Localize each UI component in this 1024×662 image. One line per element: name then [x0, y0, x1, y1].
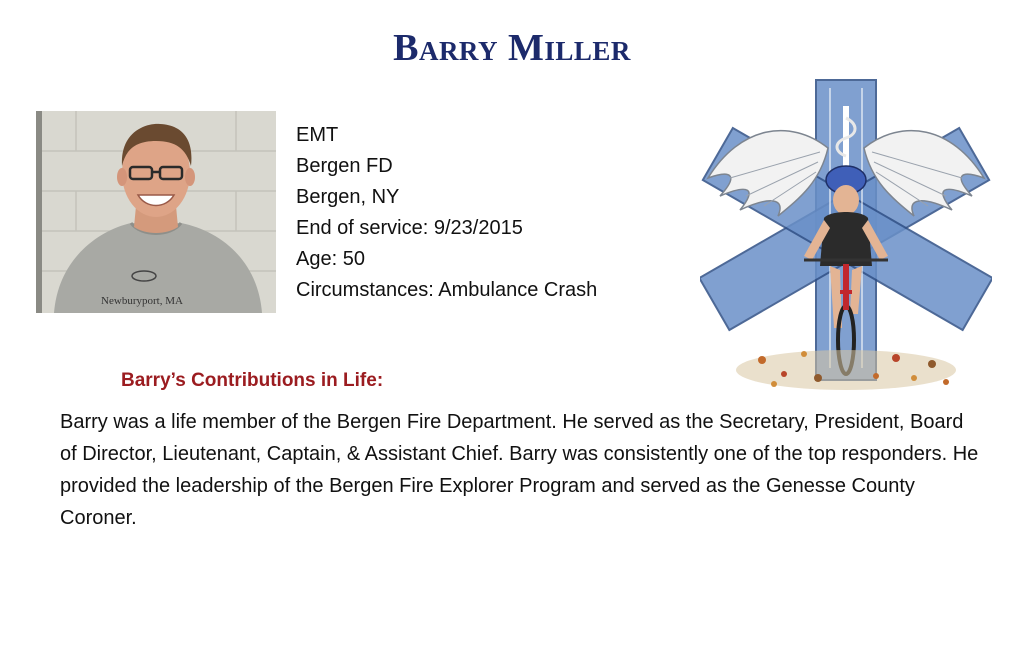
detail-role: EMT	[296, 124, 339, 146]
detail-end-of-service: End of service: 9/23/2015	[296, 217, 523, 239]
contributions-heading: Barry’s Contributions in Life:	[121, 370, 384, 391]
detail-department: Bergen FD	[296, 155, 393, 177]
detail-circumstances: Circumstances: Ambulance Crash	[296, 279, 598, 301]
page-title: Barry Miller	[393, 27, 631, 69]
detail-age: Age: 50	[296, 248, 365, 270]
contributions-text: Barry was a life member of the Bergen Fire Department. He served as the Secretary, President, Board of Director, Lieutenant, Captain, & Assistant Chief. Barry was consistently one of the top responders. He provided the leadership of the Bergen Fire Explorer Program and served as the Genesse County Coroner.	[60, 411, 979, 529]
portrait-icon	[36, 111, 276, 313]
detail-location: Bergen, NY	[296, 186, 400, 208]
memorial-details	[296, 120, 597, 306]
portrait-photo	[36, 111, 276, 313]
winged-star-of-life-icon	[700, 78, 992, 394]
shirt-text: Newburyport, MA	[101, 295, 183, 307]
